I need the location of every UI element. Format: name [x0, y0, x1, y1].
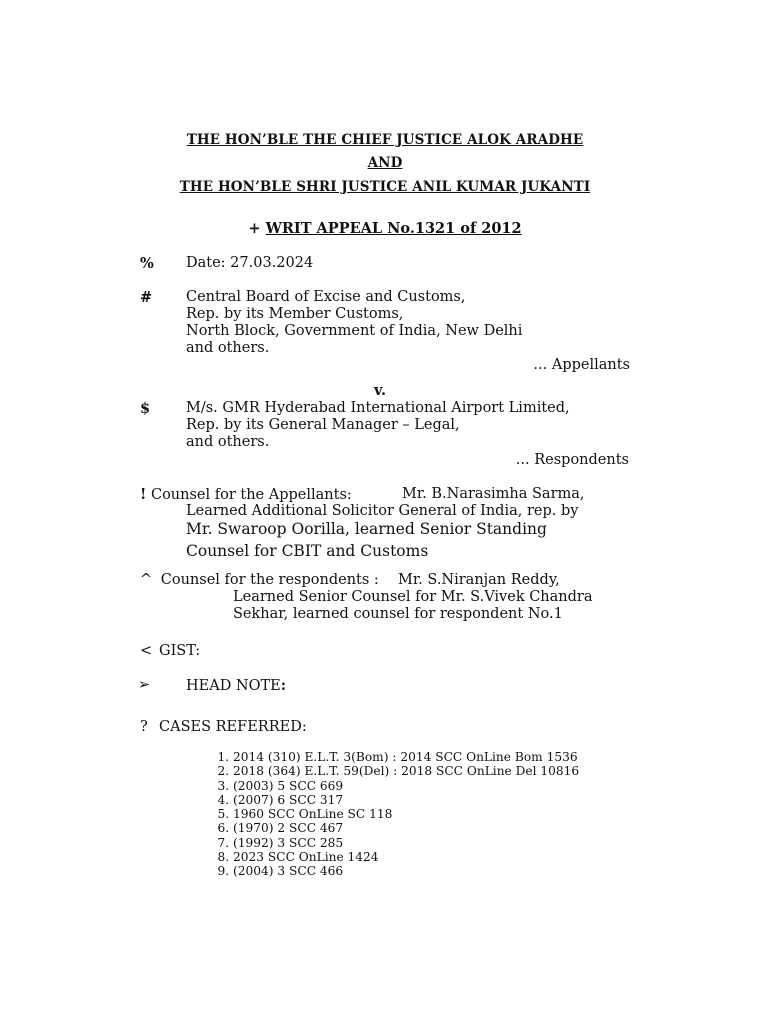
bench-line-1: THE HON’BLE THE CHIEF JUSTICE ALOK ARADHE	[186, 132, 584, 148]
appellants-line: Rep. by its Member Customs,	[186, 306, 404, 322]
bench-line-2: THE HON’BLE SHRI JUSTICE ANIL KUMAR JUKANTI	[179, 179, 591, 195]
respondents-line: Rep. by its General Manager – Legal,	[186, 417, 460, 433]
case-item: 7. (1992) 3 SCC 285	[233, 836, 579, 850]
counsel-respondents-row	[140, 572, 379, 588]
versus: v.	[374, 382, 387, 399]
case-title-prefix: +	[248, 220, 266, 237]
counsel-appellants-label: Counsel for the Appellants:	[150, 487, 352, 503]
case-item: 5. 1960 SCC OnLine SC 118	[233, 807, 579, 821]
counsel-appellants-line: Learned Additional Solicitor General of India, rep. by	[186, 503, 579, 519]
counsel-respondents-line: Learned Senior Counsel for Mr. S.Vivek Chandra	[233, 589, 593, 605]
counsel-respondents-symbol: ^	[140, 572, 153, 588]
date-symbol: %	[140, 255, 154, 272]
head-note-label	[186, 677, 286, 694]
case-item: 4. (2007) 6 SCC 317	[233, 793, 579, 807]
counsel-appellants-line: Counsel for CBIT and Customs	[186, 542, 429, 560]
counsel-appellants-row	[140, 486, 352, 503]
counsel-respondents-label: Counsel for the respondents :	[160, 572, 379, 588]
case-item: 2. 2018 (364) E.L.T. 59(Del) : 2018 SCC OnLine Del 10816	[233, 764, 579, 778]
respondents-line: and others.	[186, 434, 270, 450]
case-item: 6. (1970) 2 SCC 467	[233, 821, 579, 835]
case-item: 3. (2003) 5 SCC 669	[233, 779, 579, 793]
cases-label: CASES REFERRED:	[159, 719, 307, 735]
appellants-line: Central Board of Excise and Customs,	[186, 289, 466, 305]
case-title-text: WRIT APPEAL No.1321 of 2012	[265, 220, 522, 237]
respondents-symbol: $	[140, 400, 151, 417]
arrow-bullet-icon: ➢	[138, 677, 151, 693]
cases-list	[217, 750, 579, 879]
counsel-respondents-name: Mr. S.Niranjan Reddy,	[398, 572, 560, 588]
appellants-symbol: #	[140, 289, 153, 306]
appellants-role: ... Appellants	[533, 357, 630, 373]
date-text: Date: 27.03.2024	[186, 255, 314, 271]
gist-symbol: <	[140, 643, 153, 659]
cases-symbol: ?	[140, 719, 148, 735]
head-note-colon: :	[280, 677, 287, 694]
counsel-appellants-line: Mr. Swaroop Oorilla, learned Senior Standing	[186, 520, 547, 538]
bench-and: AND	[367, 155, 403, 171]
case-item: 1. 2014 (310) E.L.T. 3(Bom) : 2014 SCC OnLine Bom 1536	[233, 750, 579, 764]
case-item: 9. (2004) 3 SCC 466	[233, 864, 579, 878]
appellants-line: and others.	[186, 340, 270, 356]
counsel-appellants-symbol: !	[140, 486, 147, 503]
counsel-appellants-name: Mr. B.Narasimha Sarma,	[402, 486, 585, 502]
respondents-line: M/s. GMR Hyderabad International Airport Limited,	[186, 400, 570, 416]
appellants-line: North Block, Government of India, New Delhi	[186, 323, 523, 339]
case-item: 8. 2023 SCC OnLine 1424	[233, 850, 579, 864]
respondents-role: ... Respondents	[515, 452, 629, 468]
case-title	[0, 220, 770, 237]
gist-label: GIST:	[159, 643, 201, 659]
counsel-respondents-line: Sekhar, learned counsel for respondent No.1	[233, 606, 563, 622]
head-note-text: HEAD NOTE	[186, 678, 281, 694]
